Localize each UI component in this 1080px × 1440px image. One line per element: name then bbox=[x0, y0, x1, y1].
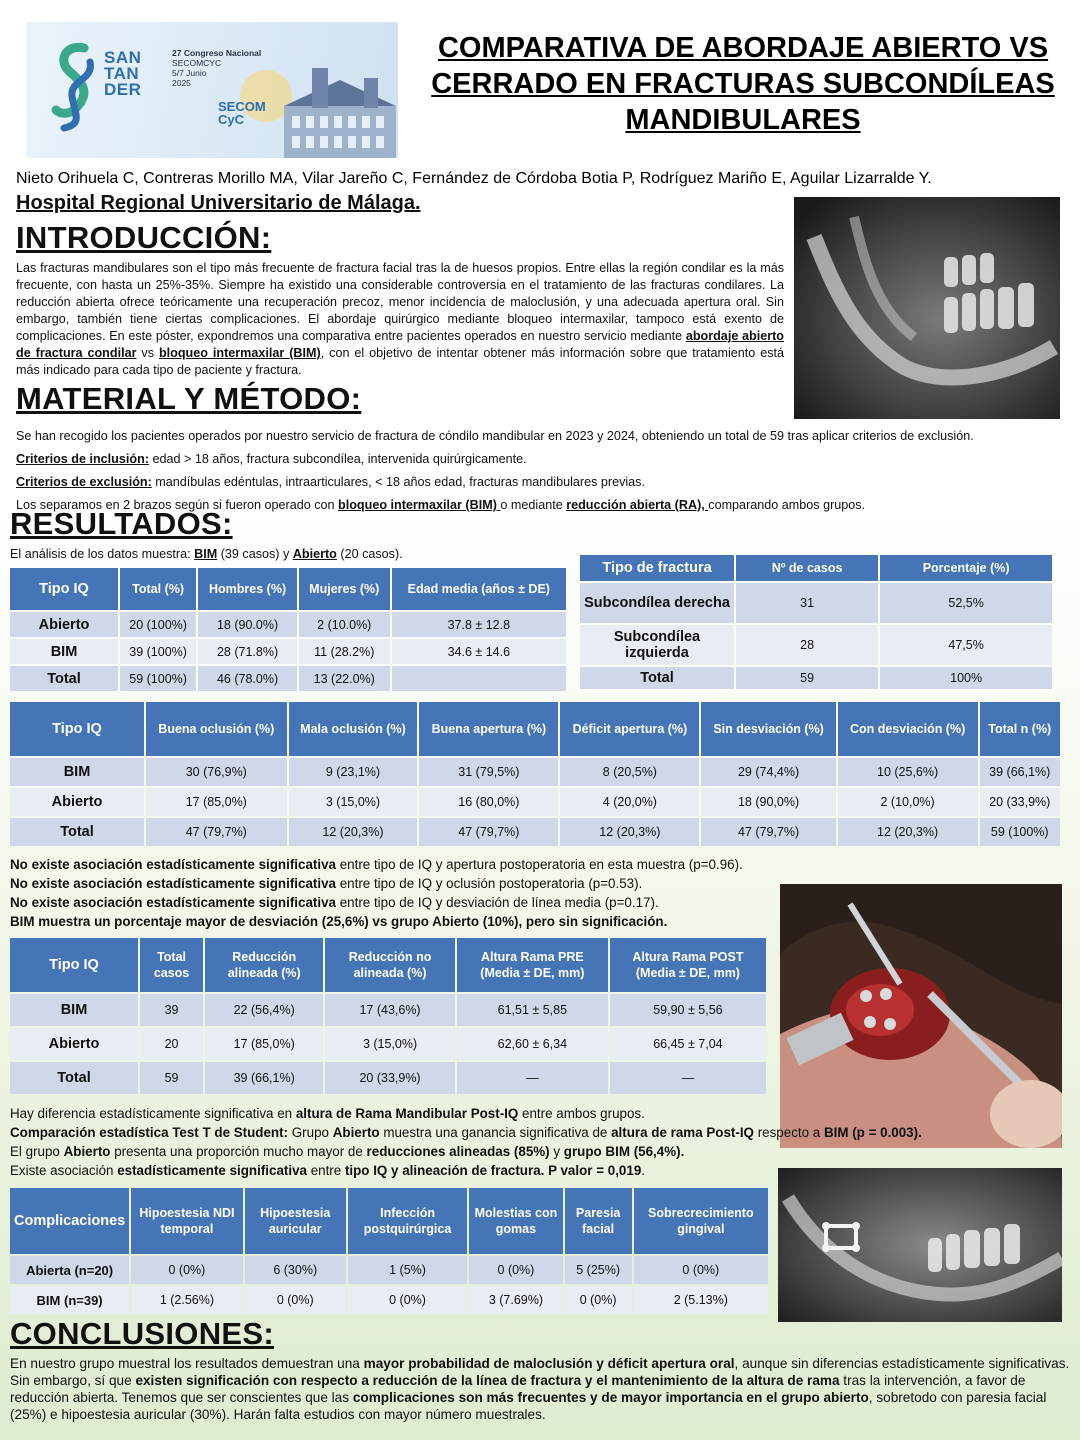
col-header: Tipo IQ bbox=[10, 702, 144, 756]
col-header: Buena oclusión (%) bbox=[146, 702, 287, 756]
conclusions-heading: CONCLUSIONES: bbox=[10, 1316, 274, 1351]
table-cell: Subcondílea derecha bbox=[580, 583, 734, 623]
col-header: Total casos bbox=[140, 938, 203, 992]
table-cell: 20 bbox=[140, 1028, 203, 1060]
col-header: Déficit apertura (%) bbox=[560, 702, 699, 756]
table-cell: 59 (100%) bbox=[120, 666, 196, 691]
table-cell: 37.8 ± 12.8 bbox=[392, 612, 566, 637]
congress-banner bbox=[26, 22, 398, 158]
table-row bbox=[10, 666, 566, 691]
authors: Nieto Orihuela C, Contreras Morillo MA, Vilar Jareño C, Fernández de Córdoba Botia P, Rodríguez Mariño E, Aguilar Lizarralde Y. bbox=[16, 170, 932, 187]
banner-city: SAN TAN DER bbox=[104, 48, 142, 99]
col-header: Hipoestesia auricular bbox=[245, 1188, 346, 1254]
results-intro: El análisis de los datos muestra: BIM (39 casos) y Abierto (20 casos). bbox=[10, 547, 403, 561]
hospital: Hospital Regional Universitario de Málaga. bbox=[16, 192, 421, 214]
table-cell: 47 (79,7%) bbox=[701, 818, 835, 846]
table-cell: 20 (33,9%) bbox=[980, 788, 1061, 816]
table-cell: BIM bbox=[10, 994, 138, 1026]
table-cell: BIM bbox=[10, 639, 118, 664]
table-cell: 52,5% bbox=[880, 583, 1052, 623]
table-cell: — bbox=[610, 1062, 766, 1094]
table-cell: Subcondílea izquierda bbox=[580, 625, 734, 665]
table-cell: 22 (56,4%) bbox=[205, 994, 323, 1026]
table-row bbox=[10, 994, 766, 1026]
conclusions-paragraph: En nuestro grupo muestral los resultados demuestran una mayor probabilidad de maloclusión y déficit apertura oral, aunque sin diferencias estadísticamente significativas. Sin embargo, sí que existen significación con respecto a reducción de la línea de fractura y el mantenimiento de la altura de rama tras la intervención, a favor de reducción abierta. Tenemos que ser conscientes que las complicaciones son más frecuentes y de mayor importancia en el grupo abierto, sobretodo con paresia facial (25%) e hipoestesia auricular (30%). Harán falta estudios con mayor número muestrales. bbox=[10, 1356, 1070, 1422]
table-cell: 31 bbox=[736, 583, 878, 623]
table-row bbox=[10, 1062, 766, 1094]
table-cell: 2 (10,0%) bbox=[838, 788, 978, 816]
col-header: Total n (%) bbox=[980, 702, 1061, 756]
table-cell: Abierto bbox=[10, 1028, 138, 1060]
col-header: Hombres (%) bbox=[198, 568, 297, 610]
table-cell: 29 (74,4%) bbox=[701, 758, 835, 786]
table-cell: 1 (5%) bbox=[348, 1256, 467, 1284]
table-cell: 30 (76,9%) bbox=[146, 758, 287, 786]
table-cell: 18 (90,0%) bbox=[701, 788, 835, 816]
col-header: Altura Rama PRE (Media ± DE, mm) bbox=[457, 938, 608, 992]
table-cell: 5 (25%) bbox=[565, 1256, 632, 1284]
table-row bbox=[580, 667, 1052, 689]
methods-line-1: Se han recogido los pacientes operados por nuestro servicio de fractura de cóndilo mandibular en 2023 y 2024, obteniendo un total de 59 tras aplicar criterios de exclusión. bbox=[16, 429, 974, 443]
table-row bbox=[10, 639, 566, 664]
intro-highlight-open: abordaje abierto de fractura condilar bbox=[16, 329, 784, 360]
table-cell: 16 (80,0%) bbox=[419, 788, 558, 816]
stats-findings-2: Hay diferencia estadísticamente significativa en altura de Rama Mandibular Post-IQ entre ambos grupos. Comparación estadística Test T de Student: Grupo Abierto muestra una ganancia significativa de altura de rama Post-IQ respecto a BIM (p = 0.003). El grupo Abierto presenta una proporción mucho mayor de reducciones alineadas (85%) y grupo BIM (56,4%). Existe asociación estadísticamente significativa entre tipo IQ y alineación de fractura. P valor = 0,019. bbox=[10, 1106, 922, 1178]
table-cell: 0 (0%) bbox=[131, 1256, 242, 1284]
methods-exclusion: Criterios de exclusión: mandíbulas edéntulas, intraarticulares, < 18 años edad, fracturas mandibulares previas. bbox=[16, 475, 645, 489]
table-cell: 3 (15,0%) bbox=[289, 788, 418, 816]
table-cell: 20 (33,9%) bbox=[325, 1062, 455, 1094]
table-cell: 39 (66,1%) bbox=[205, 1062, 323, 1094]
col-header: Altura Rama POST (Media ± DE, mm) bbox=[610, 938, 766, 992]
banner-congress-text: 27 Congreso Nacional SECOMCYC 5/7 Junio 2025 bbox=[172, 48, 262, 88]
col-header: Tipo IQ bbox=[10, 938, 138, 992]
table-row bbox=[10, 1256, 768, 1284]
table-cell: 61,51 ± 5,85 bbox=[457, 994, 608, 1026]
table-cell: 39 bbox=[140, 994, 203, 1026]
table-cell: 62,60 ± 6,34 bbox=[457, 1028, 608, 1060]
mandible-xray-image bbox=[794, 197, 1060, 419]
table-cell: 8 (20,5%) bbox=[560, 758, 699, 786]
table-cell: Total bbox=[10, 666, 118, 691]
poster-title: COMPARATIVA DE ABORDAJE ABIERTO VS CERRADO EN FRACTURAS SUBCONDÍLEAS MANDIBULARES bbox=[431, 32, 1055, 136]
table-row bbox=[10, 612, 566, 637]
table-cell: Abierta (n=20) bbox=[10, 1256, 129, 1284]
col-header: Buena apertura (%) bbox=[419, 702, 558, 756]
col-header: Tipo IQ bbox=[10, 568, 118, 610]
outcomes-table bbox=[8, 700, 1062, 848]
col-header: Sin desviación (%) bbox=[701, 702, 835, 756]
col-header: Reducción alineada (%) bbox=[205, 938, 323, 992]
col-header: Mujeres (%) bbox=[299, 568, 390, 610]
table-cell: — bbox=[457, 1062, 608, 1094]
col-header: Porcentaje (%) bbox=[880, 555, 1052, 581]
table-cell: 2 (5.13%) bbox=[634, 1286, 768, 1314]
intro-heading: INTRODUCCIÓN: bbox=[16, 220, 272, 255]
table-cell: 3 (7.69%) bbox=[469, 1286, 562, 1314]
table-cell: 0 (0%) bbox=[565, 1286, 632, 1314]
table-cell: 46 (78.0%) bbox=[198, 666, 297, 691]
table-cell: 13 (22.0%) bbox=[299, 666, 390, 691]
table-cell: 1 (2.56%) bbox=[131, 1286, 242, 1314]
table-cell: 39 (100%) bbox=[120, 639, 196, 664]
table-cell: Abierto bbox=[10, 788, 144, 816]
reduction-table bbox=[8, 936, 768, 1096]
methods-arms: Los separamos en 2 brazos según si fueron operado con bloqueo intermaxilar (BIM) o mediante reducción abierta (RA), comparando ambos grupos. bbox=[16, 498, 866, 512]
table-cell: BIM (n=39) bbox=[10, 1286, 129, 1314]
table-row bbox=[580, 583, 1052, 623]
col-header: Reducción no alineada (%) bbox=[325, 938, 455, 992]
table-cell: 0 (0%) bbox=[634, 1256, 768, 1284]
table-cell: 11 (28.2%) bbox=[299, 639, 390, 664]
table-cell: Abierto bbox=[10, 612, 118, 637]
postop-xray-image bbox=[778, 1168, 1062, 1322]
table-row bbox=[580, 625, 1052, 665]
table-cell: 3 (15,0%) bbox=[325, 1028, 455, 1060]
table-cell: 0 (0%) bbox=[469, 1256, 562, 1284]
col-header: Complicaciones bbox=[10, 1188, 129, 1254]
stats-findings-1: No existe asociación estadísticamente significativa entre tipo de IQ y apertura postoperatoria en esta muestra (p=0.96). No existe asociación estadísticamente significativa entre tipo de IQ y oclusión postoperatoria (p=0.53). No existe asociación estadísticamente significativa entre tipo de IQ y desviación de línea media (p=0.17). BIM muestra un porcentaje mayor de desviación (25,6%) vs grupo Abierto (10%), pero sin significación. bbox=[10, 857, 743, 929]
table-cell: 4 (20,0%) bbox=[560, 788, 699, 816]
table-cell: Total bbox=[10, 1062, 138, 1094]
results-heading: RESULTADOS: bbox=[10, 506, 233, 541]
table-row bbox=[10, 788, 1060, 816]
table-cell: 59,90 ± 5,56 bbox=[610, 994, 766, 1026]
col-header: Infección postquirúrgica bbox=[348, 1188, 467, 1254]
intro-highlight-bim: bloqueo intermaxilar (BIM) bbox=[158, 346, 321, 360]
col-header: Total (%) bbox=[120, 568, 196, 610]
table-cell: 100% bbox=[880, 667, 1052, 689]
table-row bbox=[10, 1286, 768, 1314]
table-cell: 6 (30%) bbox=[245, 1256, 346, 1284]
fracture-type-table bbox=[578, 553, 1054, 691]
col-header: Molestias con gomas bbox=[469, 1188, 562, 1254]
col-header: Paresia facial bbox=[565, 1188, 632, 1254]
table-cell: 31 (79,5%) bbox=[419, 758, 558, 786]
table-cell bbox=[392, 666, 566, 691]
complications-table bbox=[8, 1186, 770, 1316]
col-header: Tipo de fractura bbox=[580, 555, 734, 581]
table-cell: 2 (10.0%) bbox=[299, 612, 390, 637]
table-cell: 20 (100%) bbox=[120, 612, 196, 637]
table-cell: 12 (20,3%) bbox=[838, 818, 978, 846]
table-cell: 0 (0%) bbox=[348, 1286, 467, 1314]
table-cell: 0 (0%) bbox=[245, 1286, 346, 1314]
table-row bbox=[10, 758, 1060, 786]
table-cell: 59 bbox=[736, 667, 878, 689]
table-cell: 39 (66,1%) bbox=[980, 758, 1061, 786]
secomcyc-logo: SECOM CyC bbox=[218, 99, 266, 127]
table-cell: 59 (100%) bbox=[980, 818, 1061, 846]
table-cell: 17 (85,0%) bbox=[205, 1028, 323, 1060]
methods-body bbox=[16, 425, 1066, 517]
table-cell: 47,5% bbox=[880, 625, 1052, 665]
table-cell: 34.6 ± 14.6 bbox=[392, 639, 566, 664]
methods-inclusion: Criterios de inclusión: edad > 18 años, fractura subcondílea, intervenida quirúrgicamente. bbox=[16, 452, 527, 466]
table-cell: 59 bbox=[140, 1062, 203, 1094]
col-header: Hipoestesia NDI temporal bbox=[131, 1188, 242, 1254]
table-cell: 10 (25,6%) bbox=[838, 758, 978, 786]
intro-paragraph: Las fracturas mandibulares son el tipo más frecuente de fractura facial tras la de huesos propios. Entre ellas la región condilar es la más frecuente, con hasta un 25%-35%. Siempre ha existido una considerable controversia en el tratamiento de las fracturas condilares. La reducción abierta ofrece teóricamente una recuperación precoz, menor incidencia de maloclusión, y una adecuada apertura oral. Sin embargo, también tiene ciertas complicaciones. El abordaje quirúrgico mediante bloqueo intermaxilar, tampoco está exento de complicaciones. En este póster, expondremos una comparativa entre pacientes operados en nuestro servicio mediante abordaje abierto de fractura condilar vs bloqueo intermaxilar (BIM), con el objetivo de intentar obtener más información sobre que tratamiento está más indicado para cada tipo de paciente y fractura. bbox=[16, 261, 785, 377]
col-header: Edad media (años ± DE) bbox=[392, 568, 566, 610]
col-header: Con desviación (%) bbox=[838, 702, 978, 756]
table-cell: 17 (43,6%) bbox=[325, 994, 455, 1026]
table-row bbox=[10, 1028, 766, 1060]
methods-heading: MATERIAL Y MÉTODO: bbox=[16, 381, 362, 416]
table-cell: 47 (79,7%) bbox=[146, 818, 287, 846]
col-header: Nº de casos bbox=[736, 555, 878, 581]
table-cell: 9 (23,1%) bbox=[289, 758, 418, 786]
table-cell: Total bbox=[10, 818, 144, 846]
table-cell: 28 bbox=[736, 625, 878, 665]
table-cell: 18 (90.0%) bbox=[198, 612, 297, 637]
table-cell: 12 (20,3%) bbox=[560, 818, 699, 846]
table-cell: Total bbox=[580, 667, 734, 689]
table-cell: BIM bbox=[10, 758, 144, 786]
table-cell: 28 (71.8%) bbox=[198, 639, 297, 664]
table-cell: 17 (85,0%) bbox=[146, 788, 287, 816]
table-cell: 12 (20,3%) bbox=[289, 818, 418, 846]
col-header: Mala oclusión (%) bbox=[289, 702, 418, 756]
table-cell: 66,45 ± 7,04 bbox=[610, 1028, 766, 1060]
table-row bbox=[10, 818, 1060, 846]
col-header: Sobrecrecimiento gingival bbox=[634, 1188, 768, 1254]
demographics-table bbox=[8, 566, 568, 693]
santander-s-logo-icon bbox=[50, 40, 98, 132]
table-cell: 47 (79,7%) bbox=[419, 818, 558, 846]
